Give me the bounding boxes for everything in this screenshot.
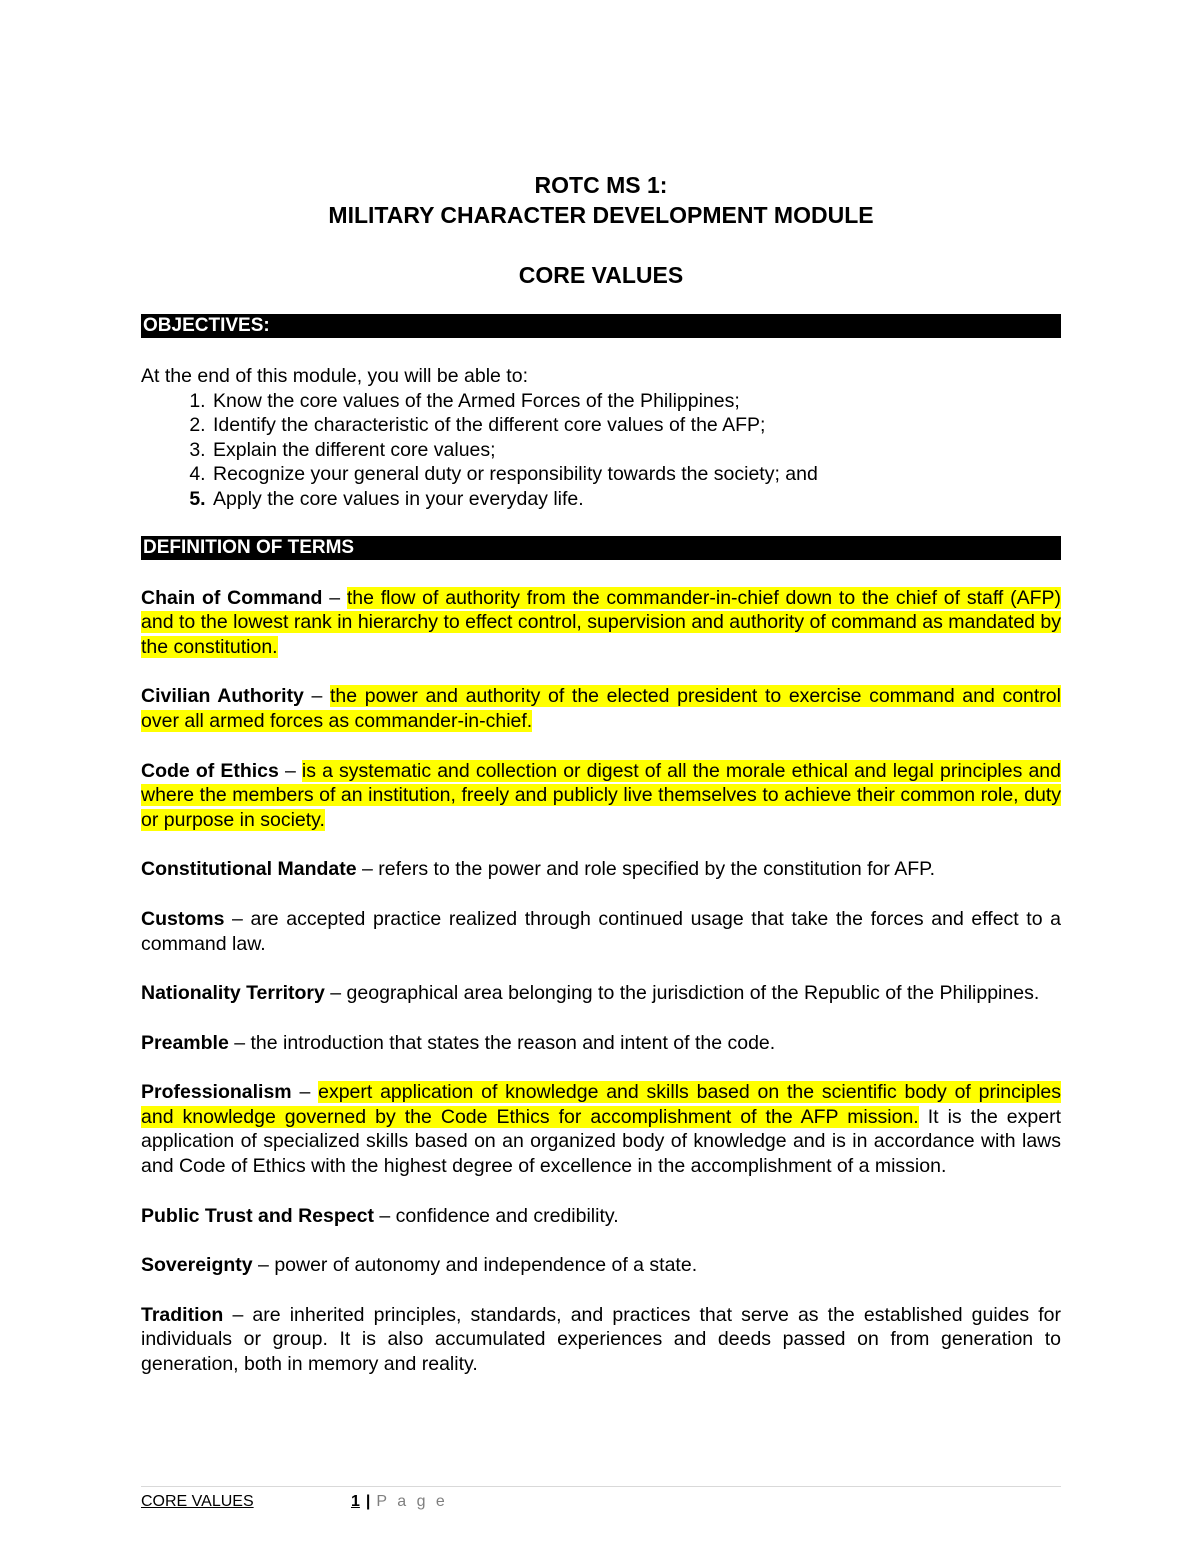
- objectives-list: [141, 389, 1061, 512]
- term-name: Sovereignty: [141, 1254, 253, 1277]
- definition-entry: Professionalism – expert application of knowledge and skills based on the scientific body of principles and knowledge governed by the Code Ethics for accomplishment of the AFP mission. It is the expert application of specialized skills based on an organized body of knowledge and is in accordance with laws and Code of Ethics with the highest degree of excellence in the accomplishment of a mission.: [141, 1081, 1062, 1178]
- page-word: P a g e: [376, 1493, 448, 1510]
- definition-entry: Public Trust and Respect – confidence and credibility.: [141, 1204, 619, 1227]
- term-name: Chain of Command: [141, 586, 323, 609]
- term-name: Nationality Territory: [141, 982, 325, 1005]
- definition-entry: Chain of Command – the flow of authority from the commander-in-chief down to the chief of staff (AFP) and to the lowest rank in hierarchy to effect control, supervision and authority of command as mandated by the constitution.: [141, 586, 1061, 658]
- term-definition: refers to the power and role specified by the constitution for AFP.: [378, 858, 936, 881]
- definitions-heading: DEFINITION OF TERMS: [141, 536, 1061, 560]
- definition-entry: Tradition – are inherited principles, standards, and practices that serve as the established guides for individuals or group. It is also accumulated experiences and deeds passed on from generation to generation, both in memory and reality.: [141, 1303, 1061, 1376]
- document-title: ROTC MS 1:: [534, 172, 668, 198]
- term-name: Public Trust and Respect: [141, 1204, 374, 1227]
- term-definition: the flow of authority from the commander-in-chief down to the chief of staff (AFP) and to the lowest rank in hierarchy to effect control, supervision and authority of command as mandated by the constitution.: [141, 586, 1061, 658]
- objectives-intro: At the end of this module, you will be able to:: [141, 365, 528, 387]
- term-definition: geographical area belonging to the jurisdiction of the Republic of the Philippines.: [346, 982, 1040, 1005]
- term-definition: are accepted practice realized through continued usage that take the forces and effect to a command law.: [141, 907, 1061, 955]
- definition-entry: Constitutional Mandate – refers to the power and role specified by the constitution for AFP.: [141, 858, 936, 881]
- module-title: MILITARY CHARACTER DEVELOPMENT MODULE: [328, 202, 874, 228]
- definition-entry: Nationality Territory – geographical area belonging to the jurisdiction of the Republic of the Philippines.: [141, 982, 1040, 1005]
- page-content: [141, 170, 1061, 1402]
- term-name: Tradition: [141, 1303, 224, 1326]
- term-name: Customs: [141, 907, 225, 930]
- term-definition: power of autonomy and independence of a state.: [274, 1254, 698, 1277]
- objective-item: 2. Identify the characteristic of the different core values of the AFP;: [211, 413, 1061, 438]
- definition-entry: Preamble – the introduction that states the reason and intent of the code.: [141, 1031, 776, 1054]
- term-name: Constitutional Mandate: [141, 858, 357, 881]
- page-footer: [141, 1486, 1061, 1511]
- definition-entry: Civilian Authority – the power and authority of the elected president to exercise command and control over all armed forces as commander-in-chief.: [141, 685, 1061, 732]
- objective-item: 3. Explain the different core values;: [211, 438, 1061, 463]
- footer-separator: |: [365, 1493, 371, 1510]
- topic-title: CORE VALUES: [518, 262, 684, 288]
- term-name: Professionalism: [141, 1081, 292, 1104]
- term-name: Preamble: [141, 1031, 229, 1054]
- term-definition-extra: It is the expert application of specialized skills based on an organized body of knowledge and is in accordance with laws and Code of Ethics with the highest degree of excellence in the accomplishment of a mission.: [141, 1105, 1061, 1178]
- page-number: 1: [351, 1493, 360, 1510]
- objective-item: 4. Recognize your general duty or responsibility towards the society; and: [211, 462, 1061, 487]
- objective-item: 1. Know the core values of the Armed Forces of the Philippines;: [211, 389, 1061, 414]
- definition-entry: Customs – are accepted practice realized through continued usage that take the forces and effect to a command law.: [141, 907, 1061, 955]
- term-definition: are inherited principles, standards, and practices that serve as the established guides for individuals or group. It is also accumulated experiences and deeds passed on from generation to generation, both in memory and reality.: [141, 1303, 1061, 1376]
- objectives-heading: OBJECTIVES:: [141, 314, 1061, 338]
- term-definition: confidence and credibility.: [395, 1204, 619, 1227]
- definition-entry: Code of Ethics – is a systematic and collection or digest of all the morale ethical and legal principles and where the members of an institution, freely and publicly live themselves to achieve their common role, duty or purpose in society.: [141, 759, 1061, 831]
- term-definition: the power and authority of the elected president to exercise command and control over all armed forces as commander-in-chief.: [141, 685, 1061, 732]
- objective-item: 5. Apply the core values in your everyday life.: [211, 487, 1061, 512]
- term-definition: expert application of knowledge and skills based on the scientific body of principles and knowledge governed by the Code Ethics for accomplishment of the AFP mission.: [141, 1081, 1062, 1128]
- term-name: Code of Ethics: [141, 759, 279, 782]
- definition-entry: Sovereignty – power of autonomy and independence of a state.: [141, 1254, 698, 1277]
- term-definition: the introduction that states the reason and intent of the code.: [250, 1031, 776, 1054]
- term-name: Civilian Authority: [141, 685, 304, 708]
- footer-label: CORE VALUES: [141, 1493, 254, 1510]
- term-definition: is a systematic and collection or digest of all the morale ethical and legal principles and where the members of an institution, freely and publicly live themselves to achieve their common role, duty or purpose in society.: [141, 759, 1061, 831]
